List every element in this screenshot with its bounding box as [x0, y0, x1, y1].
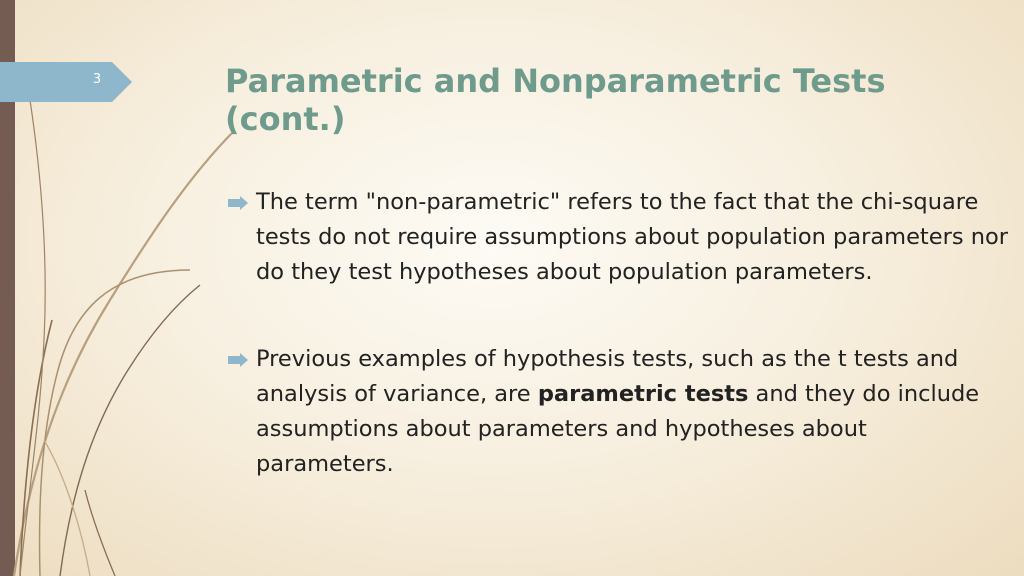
bullet-text: The term "non-parametric" refers to the fact that the chi-square tests do not require assumptions about population parameters nor do they test hypotheses about population parameters. [256, 189, 1008, 285]
bullet-text-continued: and they do include assumptions about parameters and hypotheses about parameters. [256, 381, 980, 477]
bullet-list [228, 185, 1008, 482]
bullet-item [228, 185, 1008, 290]
page-number: 3 [92, 72, 102, 87]
bullet-text: Previous examples of hypothesis tests, such as the t tests and analysis of variance, are [256, 346, 959, 407]
slide-title: Parametric and Nonparametric Tests (cont.) [225, 62, 886, 138]
bullet-item [228, 342, 1008, 482]
arrow-bullet-icon [228, 196, 248, 210]
arrow-bullet-icon [228, 353, 248, 367]
bullet-bold-term: parametric tests [537, 381, 749, 407]
